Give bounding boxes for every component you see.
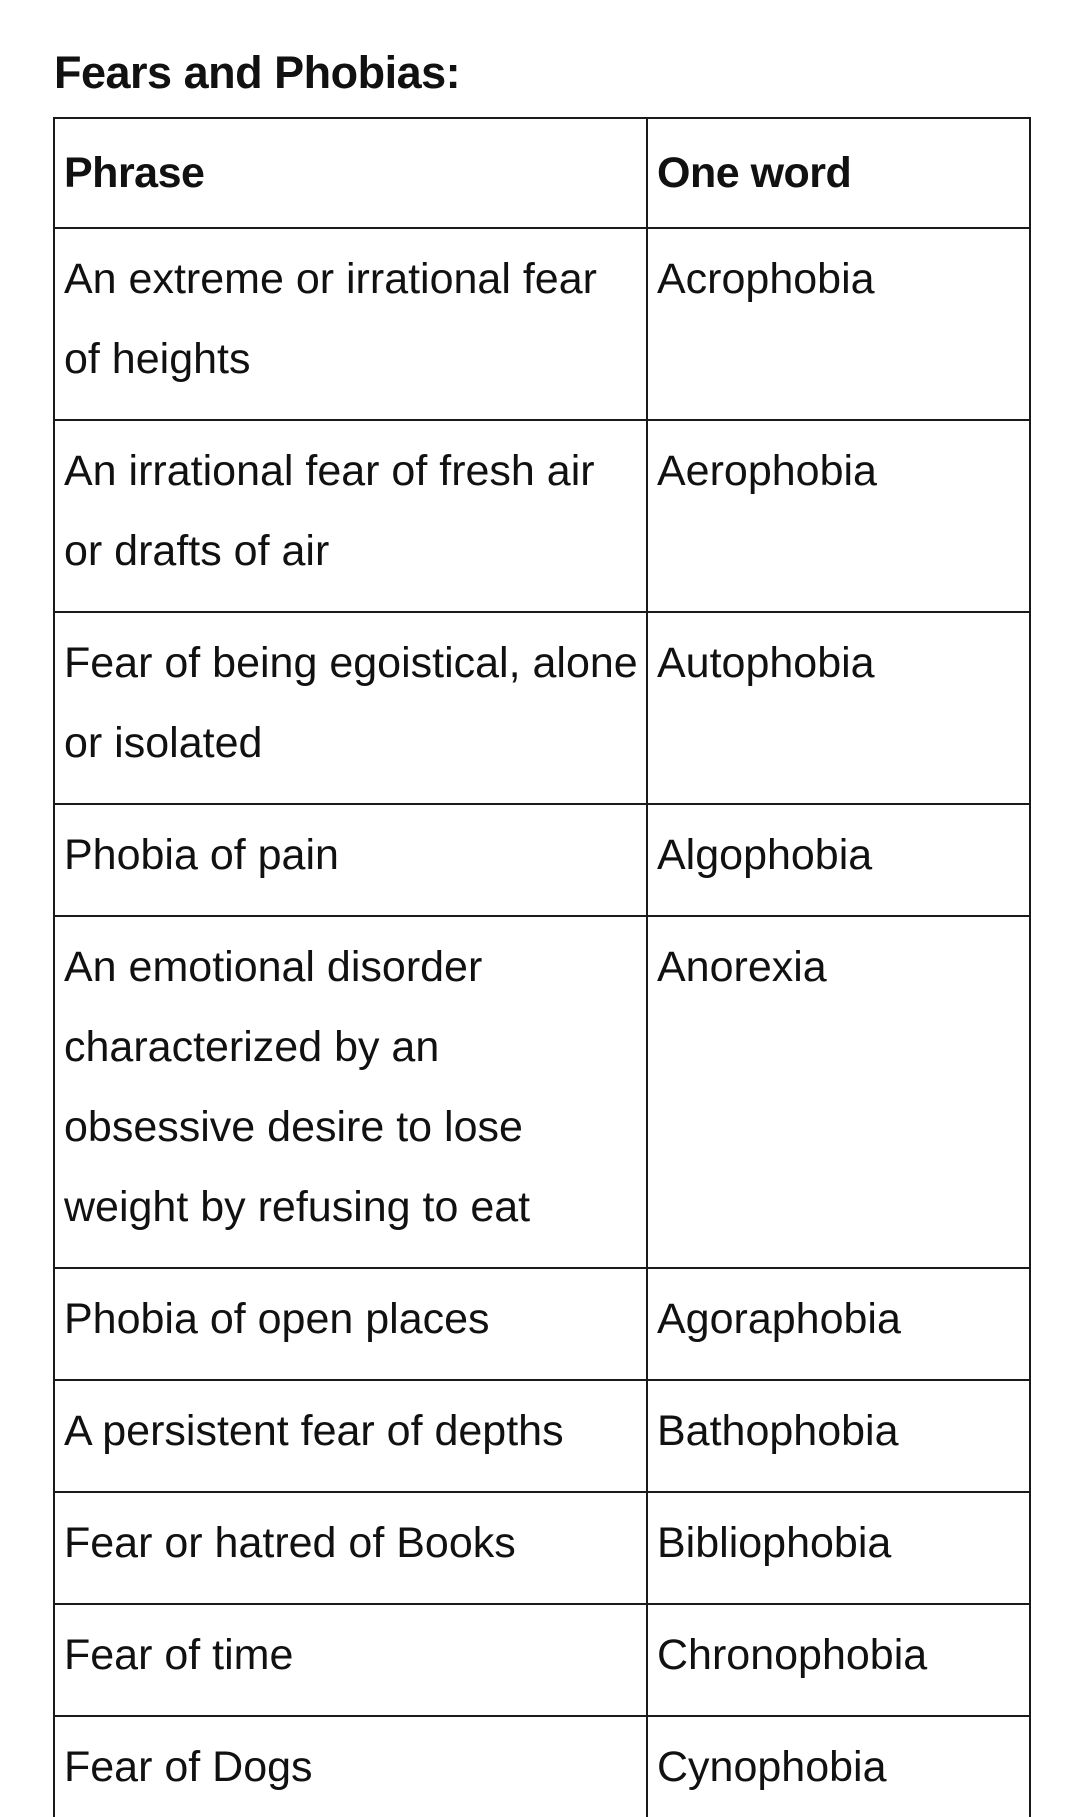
table-row — [54, 1716, 1030, 1817]
page-title: Fears and Phobias: — [54, 47, 461, 98]
word-cell: Acrophobia — [647, 228, 1030, 420]
word-cell: Autophobia — [647, 612, 1030, 804]
table-header-row — [54, 118, 1030, 228]
word-cell: Agoraphobia — [647, 1268, 1030, 1380]
phobia-table — [53, 117, 1031, 1817]
word-cell: Cynophobia — [647, 1716, 1030, 1817]
phrase-cell: An irrational fear of fresh air or drafts of air — [54, 420, 647, 612]
table-row — [54, 1380, 1030, 1492]
table-row — [54, 804, 1030, 916]
table-row — [54, 1268, 1030, 1380]
table-row — [54, 916, 1030, 1268]
table-row — [54, 420, 1030, 612]
header-one-word: One word — [647, 118, 1030, 228]
header-phrase: Phrase — [54, 118, 647, 228]
word-cell: Chronophobia — [647, 1604, 1030, 1716]
table-row — [54, 612, 1030, 804]
phrase-cell: Fear of being egoistical, alone or isolated — [54, 612, 647, 804]
word-cell: Bibliophobia — [647, 1492, 1030, 1604]
word-cell: Algophobia — [647, 804, 1030, 916]
phrase-cell: A persistent fear of depths — [54, 1380, 647, 1492]
word-cell: Anorexia — [647, 916, 1030, 1268]
phrase-cell: Fear of Dogs — [54, 1716, 647, 1817]
phrase-cell: Fear or hatred of Books — [54, 1492, 647, 1604]
table-row — [54, 1604, 1030, 1716]
table-row — [54, 1492, 1030, 1604]
phrase-cell: An extreme or irrational fear of heights — [54, 228, 647, 420]
word-cell: Aerophobia — [647, 420, 1030, 612]
word-cell: Bathophobia — [647, 1380, 1030, 1492]
phrase-cell: Phobia of pain — [54, 804, 647, 916]
table-row — [54, 228, 1030, 420]
phrase-cell: Fear of time — [54, 1604, 647, 1716]
phrase-cell: An emotional disorder characterized by an obsessive desire to lose weight by refusing to eat — [54, 916, 647, 1268]
phrase-cell: Phobia of open places — [54, 1268, 647, 1380]
